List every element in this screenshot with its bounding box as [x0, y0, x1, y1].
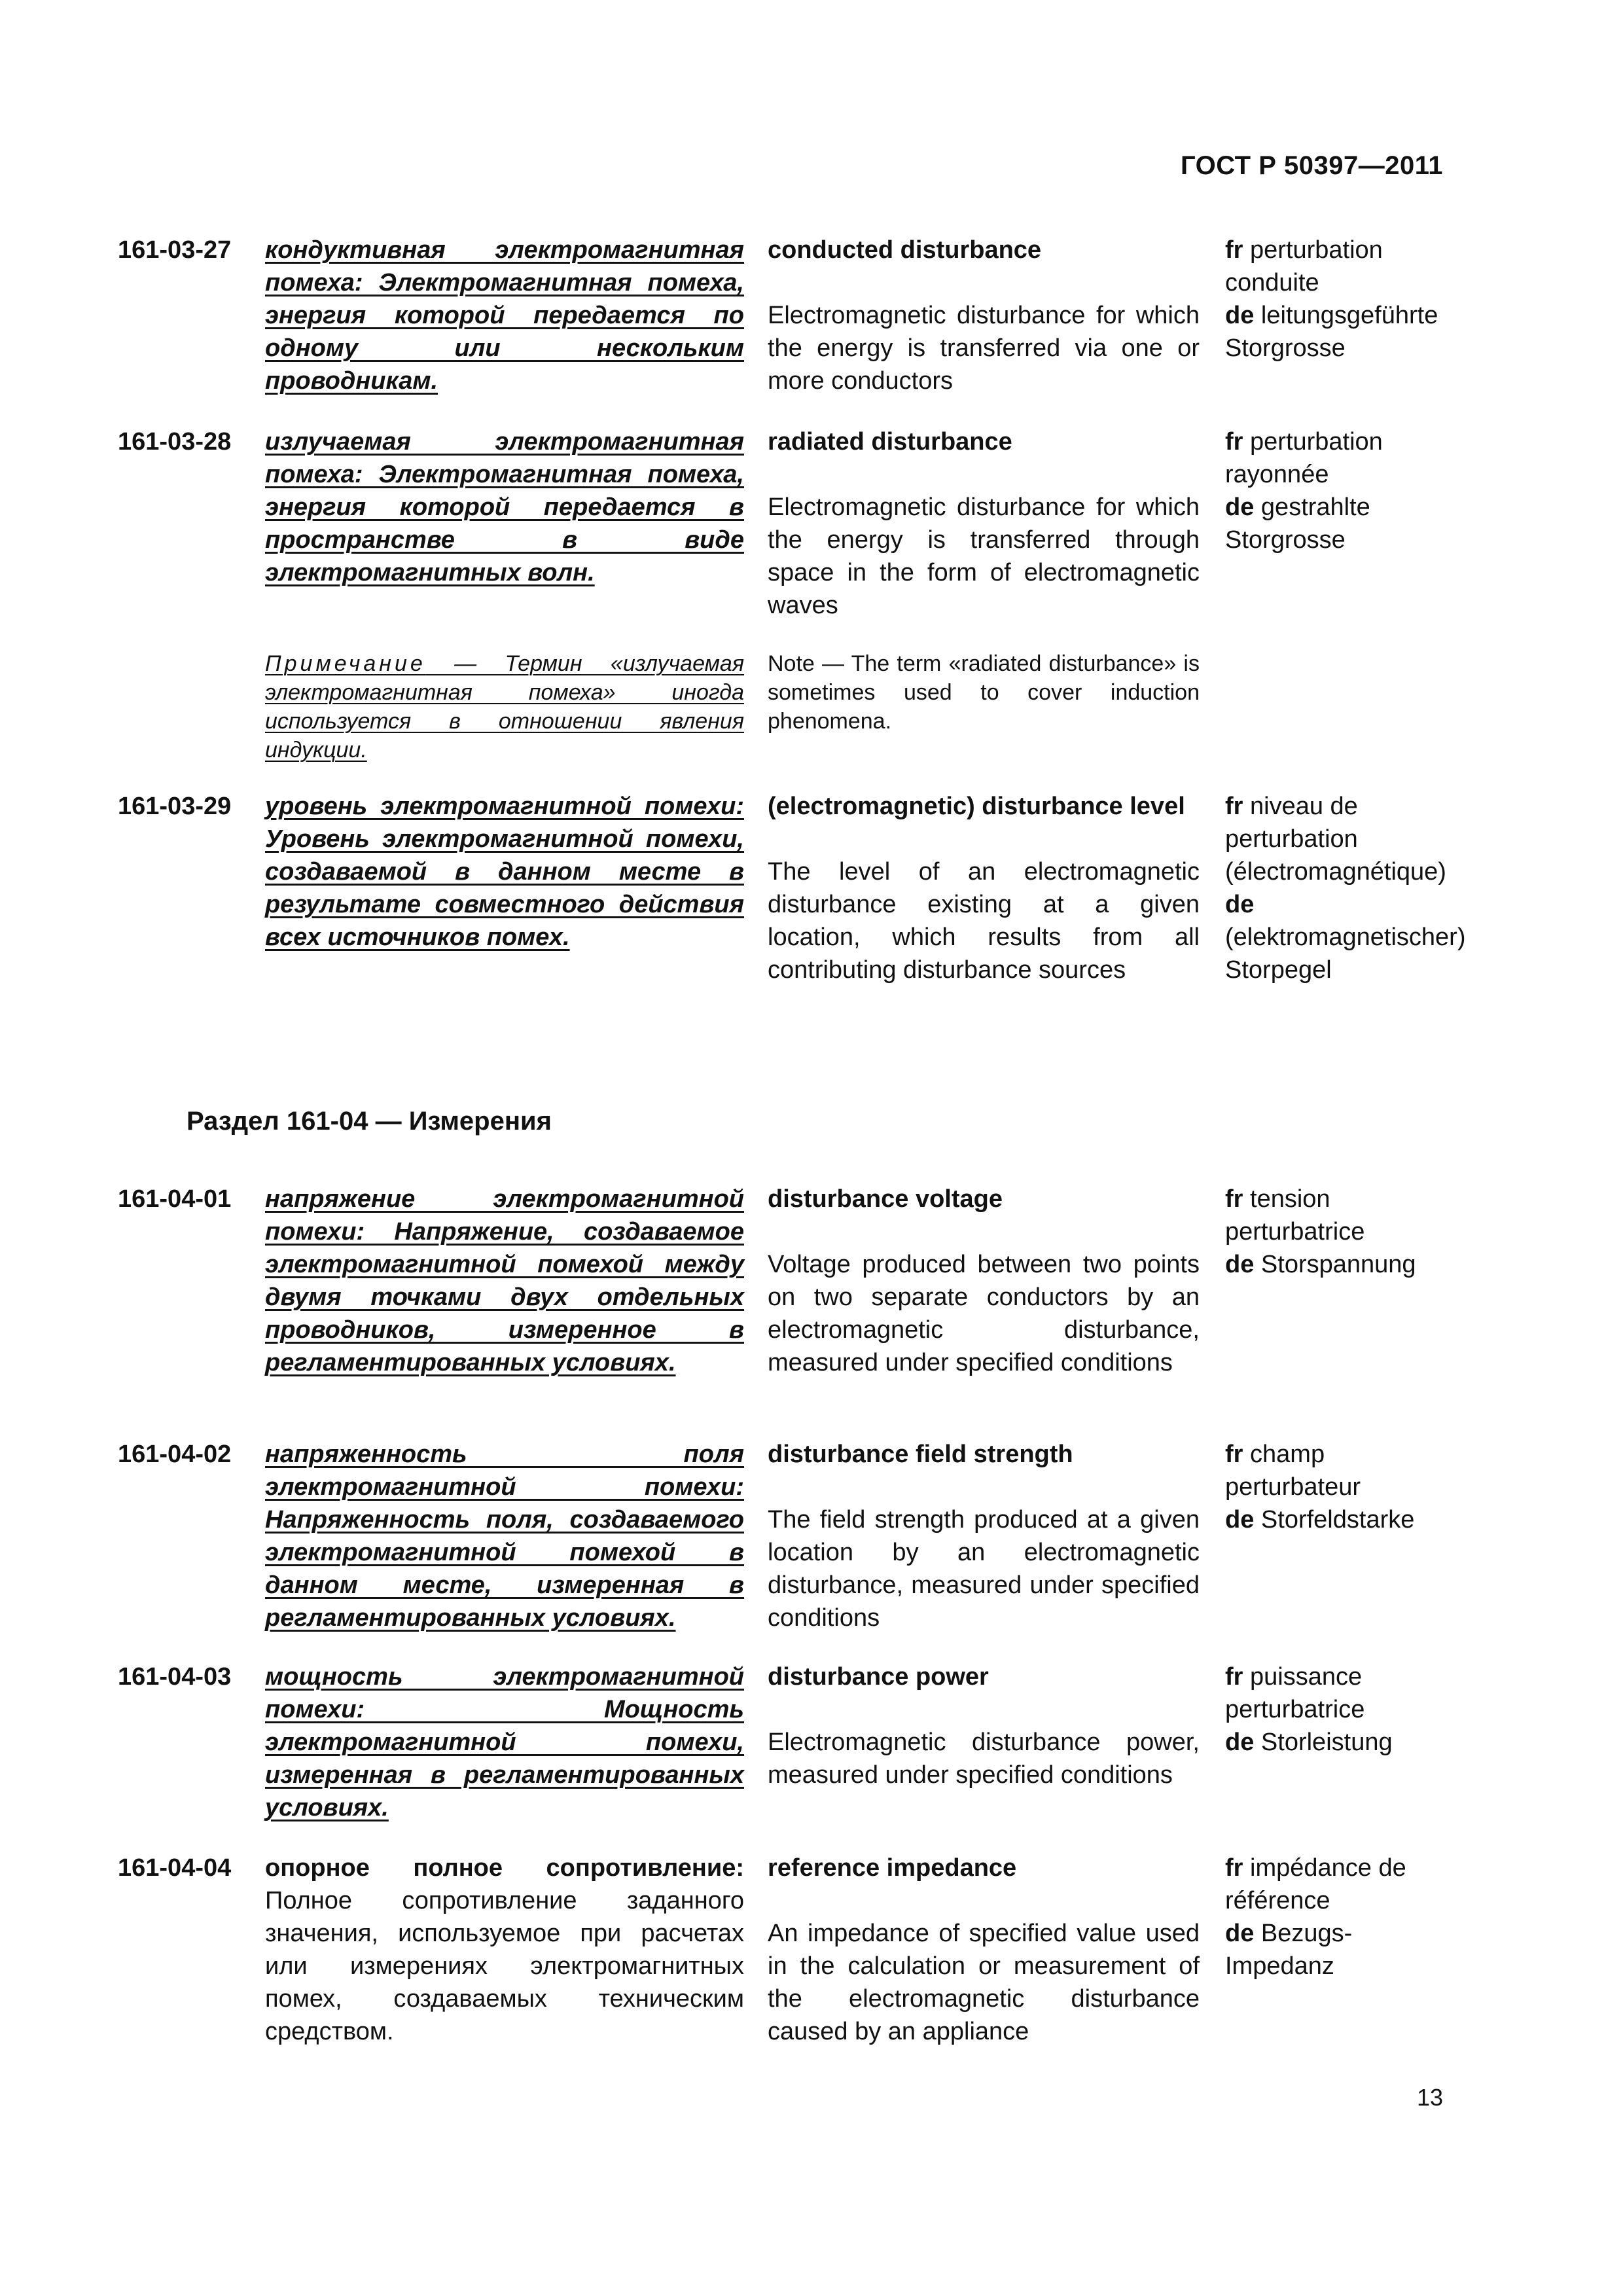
fr-term: champ perturbateur	[1225, 1441, 1361, 1501]
fr-label: fr	[1225, 793, 1243, 820]
entry-number: 161-03-27	[118, 236, 232, 264]
fr-term: impédance de référence	[1225, 1854, 1406, 1914]
ru-term: опорное полное сопротивление:	[265, 1854, 744, 1882]
de-term: gestrahlte Storgrosse	[1225, 493, 1370, 554]
en-term: (electromagnetic) disturbance level	[768, 793, 1185, 820]
other-languages	[1225, 1852, 1448, 1982]
fr-term: puissance perturbatrice	[1225, 1663, 1365, 1723]
entry-number: 161-04-04	[118, 1854, 232, 1882]
entry-number: 161-04-02	[118, 1441, 232, 1468]
note-ru	[265, 649, 744, 764]
de-label: de	[1225, 1729, 1255, 1756]
ru-definition: напряженность поля электромагнитной помехи: Напряженность поля, создаваемого электромагнитной помехой в данном месте, измеренная в регламентированных условиях.	[265, 1441, 744, 1632]
en-definition: The level of an electromagnetic disturbance existing at a given location, which results from all contributing disturbance sources	[768, 858, 1200, 984]
en-definition: The field strength produced at a given location by an electromagnetic disturbance, measured under specified conditions	[768, 1506, 1200, 1632]
entry-number: 161-04-01	[118, 1185, 232, 1213]
en-block	[768, 1852, 1200, 2048]
en-term: radiated disturbance	[768, 428, 1012, 456]
other-languages	[1225, 1438, 1448, 1536]
en-term: reference impedance	[768, 1854, 1017, 1882]
ru-definition: напряжение электромагнитной помехи: Напряжение, создаваемое электромагнитной помехой между двумя точками двух отдельных проводников, измеренное в регламентированных условиях.	[265, 1185, 744, 1376]
en-definition: Electromagnetic disturbance for which the energy is transferred via one or more conductors	[768, 302, 1200, 395]
document-header: ГОСТ Р 50397—2011	[1181, 151, 1443, 180]
de-label: de	[1225, 1251, 1255, 1278]
en-block	[768, 1660, 1200, 1791]
fr-label: fr	[1225, 1441, 1243, 1468]
de-term: Storfeldstarke	[1260, 1506, 1415, 1534]
ru-definition	[265, 1852, 744, 2048]
en-definition: Electromagnetic disturbance for which the energy is transferred through space in the form of electromagnetic waves	[768, 493, 1200, 619]
note-ru-text: — Термин «излучаемая электромагнитная помеха» иногда используется в отношении явления индукции.	[265, 651, 744, 762]
other-languages	[1225, 790, 1466, 986]
fr-label: fr	[1225, 428, 1243, 456]
de-term: Storleistung	[1260, 1729, 1393, 1756]
en-block	[768, 1438, 1200, 1634]
ru-definition: мощность электромагнитной помехи: Мощность электромагнитной помехи, измеренная в регламентированных условиях.	[265, 1663, 744, 1821]
entry-number: 161-04-03	[118, 1663, 232, 1691]
other-languages	[1225, 1660, 1448, 1759]
other-languages	[1225, 425, 1448, 556]
de-label: de	[1225, 1920, 1255, 1947]
fr-label: fr	[1225, 1854, 1243, 1882]
en-term: disturbance power	[768, 1663, 989, 1691]
en-block	[768, 234, 1200, 397]
en-definition: Voltage produced between two points on two separate conductors by an electromagnetic disturbance, measured under specified conditions	[768, 1251, 1200, 1376]
de-term: Storspannung	[1260, 1251, 1416, 1278]
fr-label: fr	[1225, 236, 1243, 264]
en-block	[768, 790, 1200, 986]
note-en: Note — The term «radiated disturbance» is sometimes used to cover induction phenomena.	[768, 651, 1200, 734]
ru-text: Полное сопротивление заданного значения, используемое при расчетах или измерениях электромагнитных помех, создаваемых техническим средством.	[265, 1887, 744, 2045]
section-title: Раздел 161-04 — Измерения	[187, 1107, 552, 1136]
entry-number: 161-03-29	[118, 793, 232, 820]
ru-definition: излучаемая электромагнитная помеха: Электромагнитная помеха, энергия которой передается в пространстве в виде электромагнитных волн.	[265, 428, 744, 586]
other-languages	[1225, 234, 1448, 365]
en-block	[768, 1183, 1200, 1379]
fr-term: perturbation rayonnée	[1225, 428, 1383, 488]
note-prefix: Примечание	[265, 651, 426, 676]
page-number: 13	[1416, 2084, 1443, 2111]
de-term: leitungsgeführte Storgrosse	[1225, 302, 1438, 362]
en-term: disturbance field strength	[768, 1441, 1073, 1468]
fr-term: perturbation conduite	[1225, 236, 1383, 296]
ru-definition: кондуктивная электромагнитная помеха: Электромагнитная помеха, энергия которой передается по одному или нескольким проводникам.	[265, 236, 744, 395]
en-definition: Electromagnetic disturbance power, measured under specified conditions	[768, 1729, 1200, 1789]
en-term: conducted disturbance	[768, 236, 1042, 264]
other-languages	[1225, 1183, 1448, 1281]
fr-term: niveau de perturbation (électromagnétique)	[1225, 793, 1446, 886]
de-term: Bezugs-Impedanz	[1225, 1920, 1353, 1980]
de-label: de	[1225, 302, 1255, 329]
en-block	[768, 425, 1200, 622]
fr-term: tension perturbatrice	[1225, 1185, 1365, 1246]
fr-label: fr	[1225, 1185, 1243, 1213]
entry-number: 161-03-28	[118, 428, 232, 456]
fr-label: fr	[1225, 1663, 1243, 1691]
de-label: de	[1225, 1506, 1255, 1534]
de-label: de	[1225, 891, 1255, 918]
de-term: (elektromagnetischer) Storpegel	[1225, 924, 1466, 984]
de-label: de	[1225, 493, 1255, 521]
ru-definition: уровень электромагнитной помехи: Уровень электромагнитной помехи, создаваемой в данном месте в результате совместного действия всех источников помех.	[265, 793, 744, 951]
en-term: disturbance voltage	[768, 1185, 1003, 1213]
en-definition: An impedance of specified value used in the calculation or measurement of the electromagnetic disturbance caused by an appliance	[768, 1920, 1200, 2045]
